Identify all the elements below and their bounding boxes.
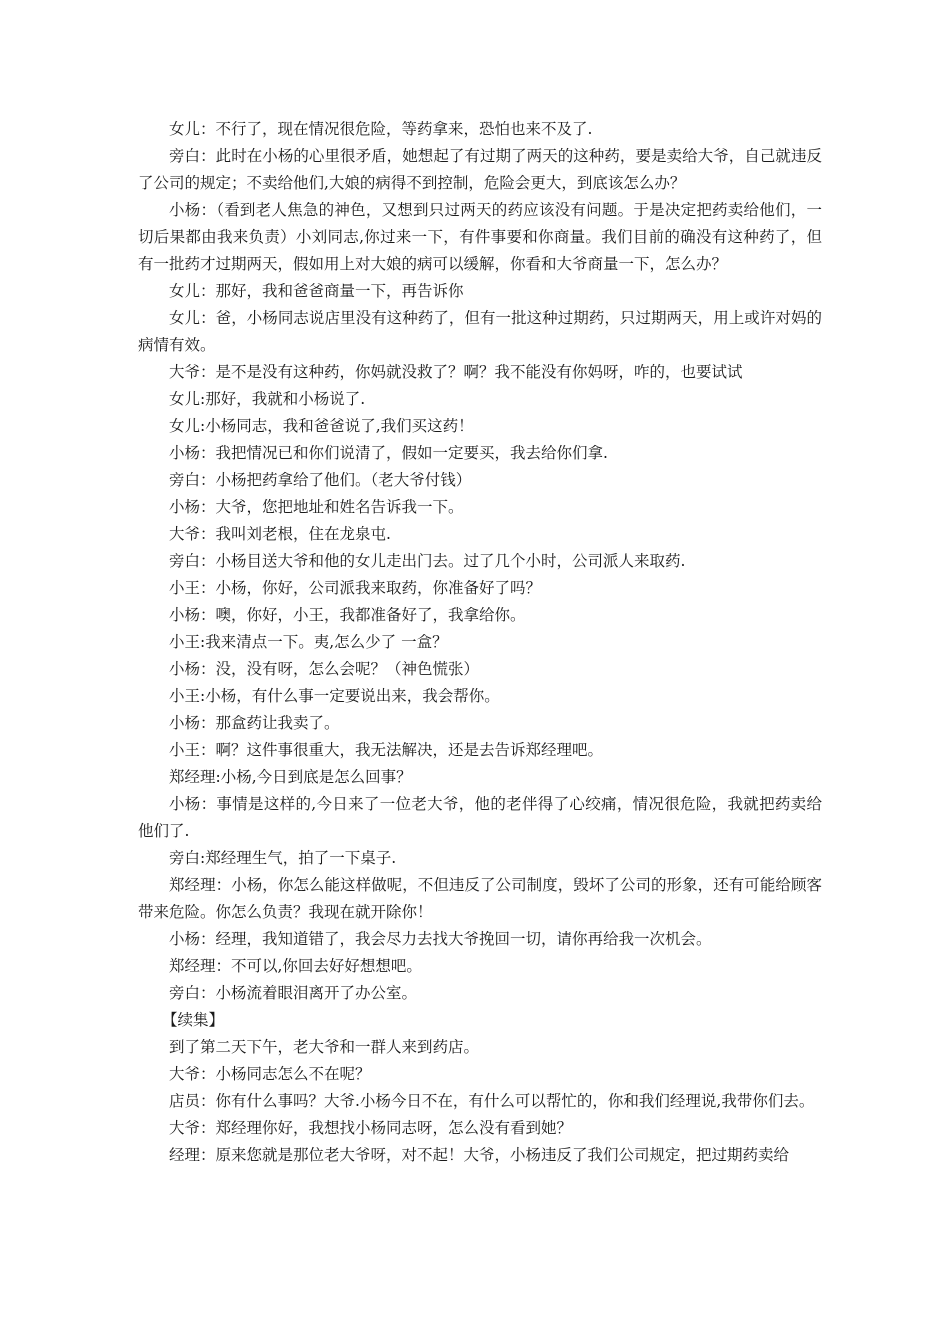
paragraph: 郑经理：小杨，你怎么能这样做呢，不但违反了公司制度，毁坏了公司的形象，还有可能给顾客带来危险。你怎么负责？我现在就开除你！	[138, 876, 822, 921]
paragraph: 旁白：小杨流着眼泪离开了办公室。	[169, 984, 418, 1002]
paragraph: 到了第二天下午，老大爷和一群人来到药店。	[169, 1038, 480, 1056]
paragraph: 旁白：小杨把药拿给了他们。（老大爷付钱）	[169, 471, 472, 489]
paragraph: 旁白：此时在小杨的心里很矛盾，她想起了有过期了两天的这种药，要是卖给大爷，自己就违反了公司的规定；不卖给他们,大娘的病得不到控制，危险会更大，到底该怎么办？	[138, 147, 822, 192]
paragraph: 旁白:郑经理生气，拍了一下桌子.	[169, 849, 397, 867]
paragraph: 小杨：经理，我知道错了，我会尽力去找大爷挽回一切，请你再给我一次机会。	[169, 930, 712, 948]
paragraph: 小杨：事情是这样的,今日来了一位老大爷，他的老伴得了心绞痛，情况很危险，我就把药卖给他们了.	[138, 795, 822, 840]
paragraph: 旁白：小杨目送大爷和他的女儿走出门去。过了几个小时，公司派人来取药.	[169, 552, 686, 570]
paragraph: 经理：原来您就是那位老大爷呀，对不起！大爷，小杨违反了我们公司规定，把过期药卖给	[169, 1146, 790, 1164]
paragraph: 郑经理：不可以,你回去好好想想吧。	[169, 957, 422, 975]
paragraph: 大爷：是不是没有这种药，你妈就没救了？啊？我不能没有你妈呀，咋的，也要试试	[169, 363, 743, 381]
paragraph: 小杨：没，没有呀，怎么会呢？（神色慌张）	[169, 660, 480, 678]
dialogue-section	[138, 116, 822, 1007]
paragraph: 小杨：我把情况已和你们说清了，假如一定要买，我去给你们拿.	[169, 444, 608, 462]
paragraph: 小王:小杨，有什么事一定要说出来，我会帮你。	[169, 687, 500, 705]
paragraph: 小杨：（看到老人焦急的神色，又想到只过两天的药应该没有问题。于是决定把药卖给他们，一切后果都由我来负责）小刘同志,你过来一下，有件事要和你商量。我们目前的确没有这种药了，但有一批药才过期两天，假如用上对大娘的病可以缓解，你看和大爷商量一下，怎么办？	[138, 201, 822, 273]
document-page	[138, 116, 822, 1169]
section-heading: 【续集】	[162, 1011, 225, 1029]
paragraph: 大爷：我叫刘老根，住在龙泉屯.	[169, 525, 391, 543]
paragraph: 店员：你有什么事吗？大爷.小杨今日不在，有什么可以帮忙的，你和我们经理说,我带你们去。	[169, 1092, 815, 1110]
paragraph: 女儿：那好，我和爸爸商量一下，再告诉你	[169, 282, 464, 300]
paragraph: 小王:我来清点一下。夷,怎么少了 一盒？	[169, 633, 448, 651]
paragraph: 郑经理:小杨,今日到底是怎么回事？	[169, 768, 412, 786]
paragraph: 大爷：小杨同志怎么不在呢？	[169, 1065, 371, 1083]
paragraph: 女儿:那好，我就和小杨说了.	[169, 390, 366, 408]
paragraph: 女儿:小杨同志，我和爸爸说了,我们买这药！	[169, 417, 474, 435]
paragraph: 小杨：噢，你好，小王，我都准备好了，我拿给你。	[169, 606, 526, 624]
paragraph: 小杨：大爷，您把地址和姓名告诉我一下。	[169, 498, 464, 516]
paragraph: 小王：小杨，你好，公司派我来取药，你准备好了吗？	[169, 579, 542, 597]
paragraph: 小杨：那盒药让我卖了。	[169, 714, 340, 732]
sequel-section	[138, 1034, 822, 1169]
paragraph: 女儿：不行了，现在情况很危险，等药拿来，恐怕也来不及了.	[169, 120, 593, 138]
paragraph: 女儿：爸，小杨同志说店里没有这种药了，但有一批这种过期药，只过期两天，用上或许对妈的病情有效。	[138, 309, 822, 354]
paragraph: 大爷：郑经理你好，我想找小杨同志呀，怎么没有看到她？	[169, 1119, 573, 1137]
paragraph: 小王：啊？这件事很重大，我无法解决，还是去告诉郑经理吧。	[169, 741, 604, 759]
